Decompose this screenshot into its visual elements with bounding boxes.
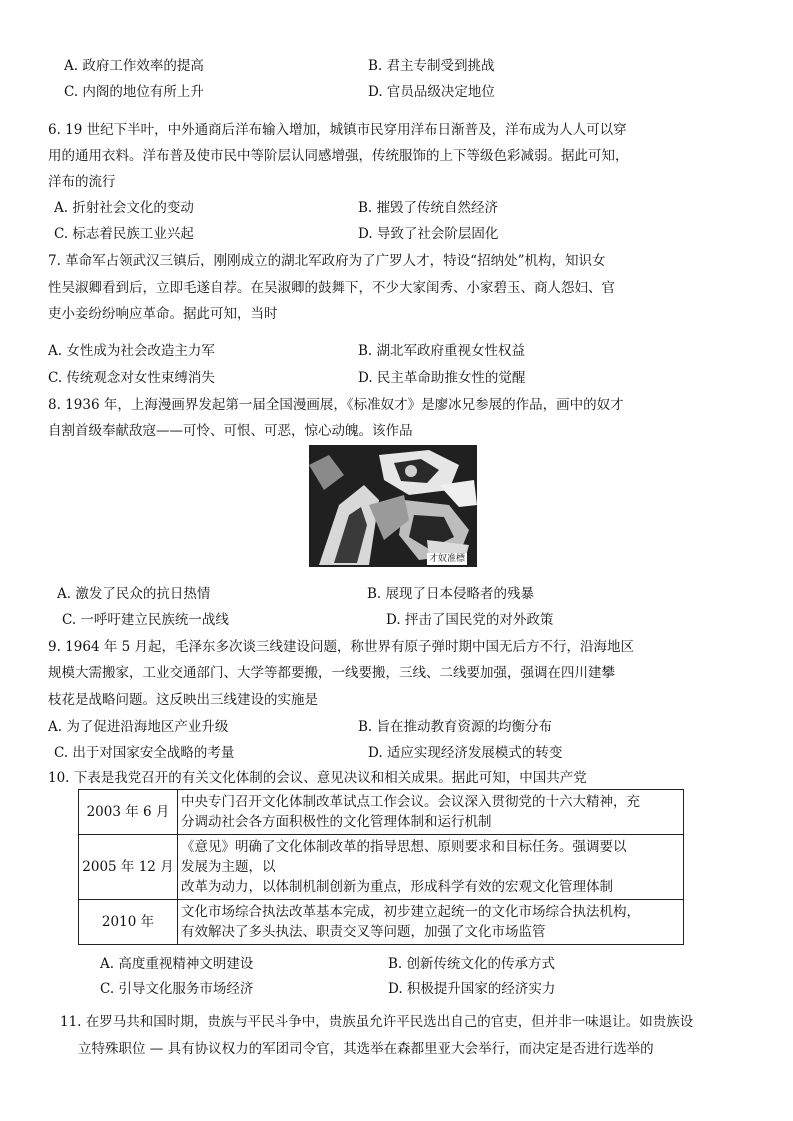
culture-reform-table <box>78 789 684 945</box>
table-row <box>79 835 684 900</box>
q8-option-b: B. 展现了日本侵略者的残暴 <box>367 586 535 602</box>
table-cell-date: 2010 年 <box>79 900 178 945</box>
q8-option-c: C. 一呼吁建立民族统一战线 <box>62 612 229 628</box>
table-cell-date: 2005 年 12 月 <box>79 835 178 900</box>
q5-option-a: A. 政府工作效率的提高 <box>64 58 204 74</box>
table-cell-line: 有效解决了多头执法、职责交叉等问题，加强了文化市场监管 <box>181 924 546 940</box>
cartoon-image <box>309 445 477 567</box>
q10-option-c: C. 引导文化服务市场经济 <box>100 981 254 997</box>
q9-stem-line: 枝花是战略问题。这反映出三线建设的实施是 <box>48 692 318 708</box>
q9-option-b: B. 旨在推动教育资源的均衡分布 <box>358 719 553 735</box>
table-cell-line: 发展为主题，以 <box>181 859 276 875</box>
table-cell-line: 《意见》明确了文化体制改革的指导思想、原则要求和目标任务。强调要以 <box>181 839 627 855</box>
q6-stem-line: 洋布的流行 <box>48 174 116 190</box>
q8-stem-line: 8. 1936 年，上海漫画界发起第一届全国漫画展，《标准奴才》是廖冰兄参展的作品，画中的奴才 <box>48 397 624 413</box>
q5-option-d: D. 官员品级决定地位 <box>368 84 495 100</box>
table-cell-content <box>178 835 684 900</box>
q5-option-c: C. 内阁的地位有所上升 <box>64 84 204 100</box>
q8-option-d: D. 抨击了国民党的对外政策 <box>386 612 554 628</box>
table-cell-date: 2003 年 6 月 <box>79 790 178 835</box>
cartoon-caption: 才奴准標 <box>428 554 465 564</box>
q6-option-a: A. 折射社会文化的变动 <box>54 200 194 216</box>
q6-stem-line: 6. 19 世纪下半叶，中外通商后洋布输入增加，城镇市民穿用洋布日渐普及，洋布成为人人可以穿 <box>48 122 627 138</box>
q5-option-b: B. 君主专制受到挑战 <box>368 58 495 74</box>
q8-stem-line: 自割首级奉献敌寇——可怜、可恨、可恶，惊心动魄。该作品 <box>48 423 413 439</box>
q10-option-d: D. 积极提升国家的经济实力 <box>388 981 556 997</box>
table-cell-content <box>178 900 684 945</box>
q7-stem-line: 7. 革命军占领武汉三镇后，刚刚成立的湖北军政府为了广罗人才，特设“招纳处”机构，知识女 <box>48 253 606 269</box>
q10-option-b: B. 创新传统文化的传承方式 <box>388 956 556 972</box>
q11-stem-line: 11. 在罗马共和国时期，贵族与平民斗争中，贵族虽允许平民选出自己的官吏，但并非一味退让。如贵族设 <box>60 1014 694 1030</box>
table-cell-line: 中央专门召开文化体制改革试点工作会议。会议深入贯彻党的十六大精神，充 <box>181 794 640 810</box>
q6-option-c: C. 标志着民族工业兴起 <box>54 226 194 242</box>
q10-stem: 10. 下表是我党召开的有关文化体制的会议、意见决议和相关成果。据此可知，中国共产党 <box>48 770 587 786</box>
q10-option-a: A. 高度重视精神文明建设 <box>100 956 254 972</box>
q9-stem-line: 9. 1964 年 5 月起，毛泽东多次谈三线建设问题，称世界有原子弹时期中国无后方不行，沿海地区 <box>48 639 634 655</box>
table-cell-line: 改革为动力，以体制机制创新为重点，形成科学有效的宏观文化管理体制 <box>181 879 613 895</box>
q7-stem-line: 吏小妾纷纷响应革命。据此可知，当时 <box>48 306 278 322</box>
q9-stem-line: 规模大需搬家，工业交通部门、大学等都要搬，一线要搬，三线、二线要加强，强调在四川建攀 <box>48 665 615 681</box>
q9-option-a: A. 为了促进沿海地区产业升级 <box>48 719 229 735</box>
q8-option-a: A. 激发了民众的抗日热情 <box>57 586 211 602</box>
q7-option-c: C. 传统观念对女性束缚消失 <box>48 370 215 386</box>
table-cell-content <box>178 790 684 835</box>
cartoon-illustration <box>309 445 477 567</box>
q9-option-c: C. 出于对国家安全战略的考量 <box>54 745 235 761</box>
table-cell-line: 文化市场综合执法改革基本完成，初步建立起统一的文化市场综合执法机构， <box>181 904 640 920</box>
q7-stem-line: 性吴淑卿看到后，立即毛遂自荐。在吴淑卿的鼓舞下，不少大家闺秀、小家碧玉、商人怨妇、官 <box>48 280 615 296</box>
q6-option-d: D. 导致了社会阶层固化 <box>358 226 499 242</box>
q7-option-b: B. 湖北军政府重视女性权益 <box>358 343 526 359</box>
table-row <box>79 790 684 835</box>
q6-stem-line: 用的通用衣料。洋布普及使市民中等阶层认同感增强，传统服饰的上下等级色彩减弱。据此可知， <box>48 148 629 164</box>
table-row <box>79 900 684 945</box>
q6-option-b: B. 摧毁了传统自然经济 <box>358 200 499 216</box>
q7-option-a: A. 女性成为社会改造主力军 <box>48 343 215 359</box>
q9-option-d: D. 适应实现经济发展模式的转变 <box>368 745 563 761</box>
q7-option-d: D. 民主革命助推女性的觉醒 <box>358 370 526 386</box>
table-cell-line: 分调动社会各方面积极性的文化管理体制和运行机制 <box>181 814 492 830</box>
q11-stem-line: 立特殊职位 — 具有协议权力的军团司令官，其选举在森都里亚大会举行，而决定是否进行选举的 <box>78 1041 654 1057</box>
